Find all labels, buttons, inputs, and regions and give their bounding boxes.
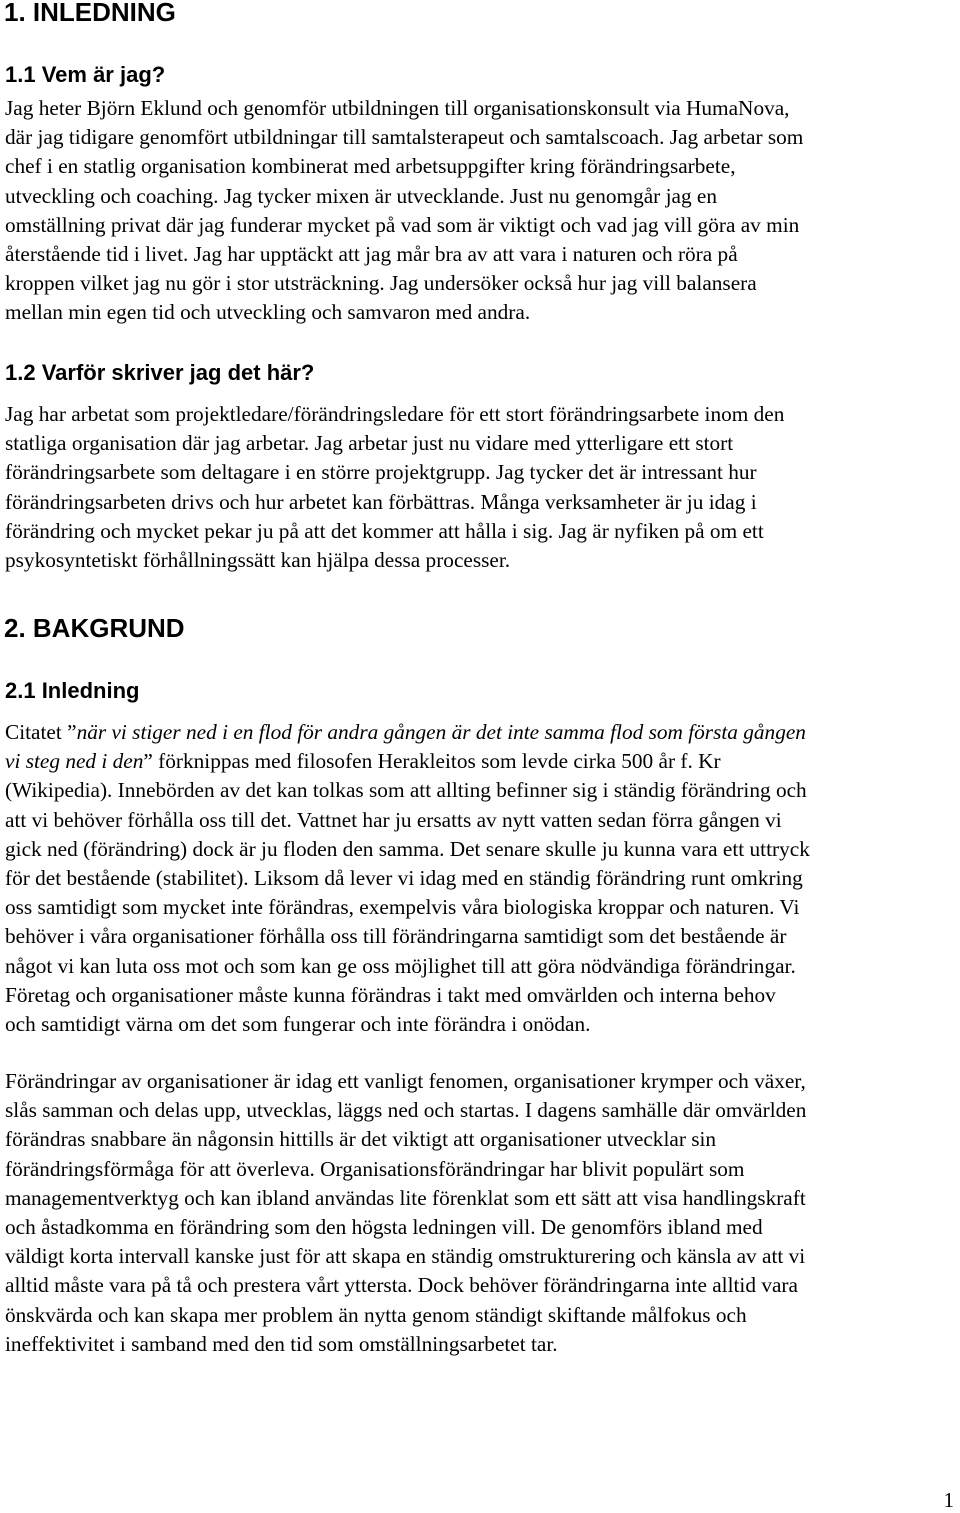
- text-line: gick ned (förändring) dock är ju floden den samma. Det senare skulle ju kunna vara ett uttryck: [5, 836, 810, 861]
- text-line: (Wikipedia). Innebörden av det kan tolkas som att allting befinner sig i ständig förändring och: [5, 778, 807, 803]
- open-quote: ”: [67, 720, 77, 744]
- text-line: och samtidigt värna om det som fungerar och inte förändra i onödan.: [5, 1011, 591, 1036]
- text-line: ineffektivitet i samband med den tid som omställningsarbetet tar.: [5, 1331, 558, 1356]
- text-line: behöver i våra organisationer förhålla oss till förändringarna samtidigt som det bestående är: [5, 924, 787, 949]
- text-line: Jag har arbetat som projektledare/förändringsledare för ett stort förändringsarbete inom den: [5, 402, 785, 426]
- text-line: slås samman och delas upp, utvecklas, läggs ned och startas. I dagens samhälle där omvärlden: [5, 1098, 807, 1123]
- text-line: att vi behöver förhålla oss till det. Vattnet har ju ersatts av nytt vatten sedan förra gången vi: [5, 807, 782, 832]
- quote-text: vi steg ned i den: [5, 749, 144, 774]
- paragraph-1-1: [5, 94, 960, 328]
- page-number: 1: [943, 1488, 954, 1512]
- text-line: utveckling och coaching. Jag tycker mixen är utvecklande. Just nu genomgår jag en: [5, 183, 718, 208]
- paragraph-2-1-a: [5, 718, 960, 1039]
- text-line: statliga organisation där jag arbetar. Jag arbetar just nu vidare med ytterligare ett stort: [5, 431, 734, 456]
- text-line: oss samtidigt som mycket inte förändras, exempelvis våra biologiska kroppar och naturen. Vi: [5, 895, 800, 920]
- text-line: chef i en statlig organisation kombinerat med arbetsuppgifter kring förändringsarbete,: [5, 154, 736, 179]
- text-line: omställning privat där jag funderar mycket på vad som är viktigt och vad jag vill göra av min: [5, 212, 800, 237]
- text-line: alltid måste vara på tå och prestera vårt yttersta. Dock behöver förändringarna inte alltid vara: [5, 1273, 798, 1298]
- text-line: önskvärda och kan skapa mer problem än nytta genom ständigt skiftande målfokus och: [5, 1302, 747, 1327]
- text-line: förändringsförmåga för att överleva. Organisationsförändringar har blivit populärt som: [5, 1156, 745, 1181]
- text-line: mellan min egen tid och utveckling och samvaron med andra.: [5, 300, 531, 325]
- text-line: för det bestående (stabilitet). Liksom då lever vi idag med en ständig förändring runt omkring: [5, 865, 803, 890]
- paragraph-1-2: [5, 400, 960, 575]
- text-line: där jag tidigare genomfört utbildningar till samtalsterapeut och samtalscoach. Jag arbetar som: [5, 125, 804, 150]
- text-line: Företag och organisationer måste kunna förändras i takt med omvärlden och interna behov: [5, 982, 776, 1007]
- quote-prefix: Citatet: [5, 720, 68, 744]
- quote-text: när vi stiger ned i en flod för andra gången är det inte samma flod som första gången: [76, 720, 806, 744]
- text-line: managementverktyg och kan ibland användas lite förenklat som ett sätt att visa handlingskraft: [5, 1185, 806, 1210]
- text-line: något vi kan luta oss mot och som kan ge oss möjlighet till att göra nödvändiga förändringar.: [5, 953, 796, 978]
- text-line: psykosyntetiskt förhållningssätt kan hjälpa dessa processer.: [5, 547, 511, 572]
- text-line: förändring och mycket pekar ju på att det kommer att hålla i sig. Jag är nyfiken på om ett: [5, 518, 764, 543]
- text-line: [5, 718, 960, 747]
- paragraph-2-1-b: [5, 1067, 960, 1359]
- section-2-1-heading: 2.1 Inledning: [5, 678, 140, 703]
- text-line: [5, 747, 960, 776]
- text-line: Förändringar av organisationer är idag ett vanligt fenomen, organisationer krymper och växer,: [5, 1069, 806, 1093]
- section-2-heading: 2. BAKGRUND: [4, 613, 185, 643]
- text-line: och åstadkomma en förändring som den högsta ledningen vill. De genomförs ibland med: [5, 1214, 763, 1239]
- text-line: förändringsarbeten drivs och hur arbetet kan förbättras. Många verksamheter är ju idag i: [5, 489, 757, 514]
- text-line: kroppen vilket jag nu gör i stor utsträckning. Jag undersöker också hur jag vill balansera: [5, 271, 757, 296]
- text-line: väldigt korta intervall kanske just för att skapa en ständig omstrukturering och känsla av att vi: [5, 1244, 806, 1269]
- text-line: Jag heter Björn Eklund och genomför utbildningen till organisationskonsult via HumaNova,: [5, 96, 790, 120]
- section-1-heading: 1. INLEDNING: [4, 0, 176, 27]
- text-line: återstående tid i livet. Jag har upptäckt att jag mår bra av att vara i naturen och röra på: [5, 241, 738, 266]
- after-quote-text: förknippas med filosofen Herakleitos som levde cirka 500 år f. Kr: [152, 749, 721, 774]
- close-quote: ”: [143, 749, 153, 774]
- text-line: förändras snabbare än någonsin hittills är det viktigt att organisationer utvecklar sin: [5, 1127, 717, 1152]
- section-1-2-heading: 1.2 Varför skriver jag det här?: [5, 360, 315, 385]
- text-line: förändringsarbete som deltagare i en större projektgrupp. Jag tycker det är intressant hur: [5, 460, 757, 485]
- section-1-1-heading: 1.1 Vem är jag?: [5, 62, 166, 87]
